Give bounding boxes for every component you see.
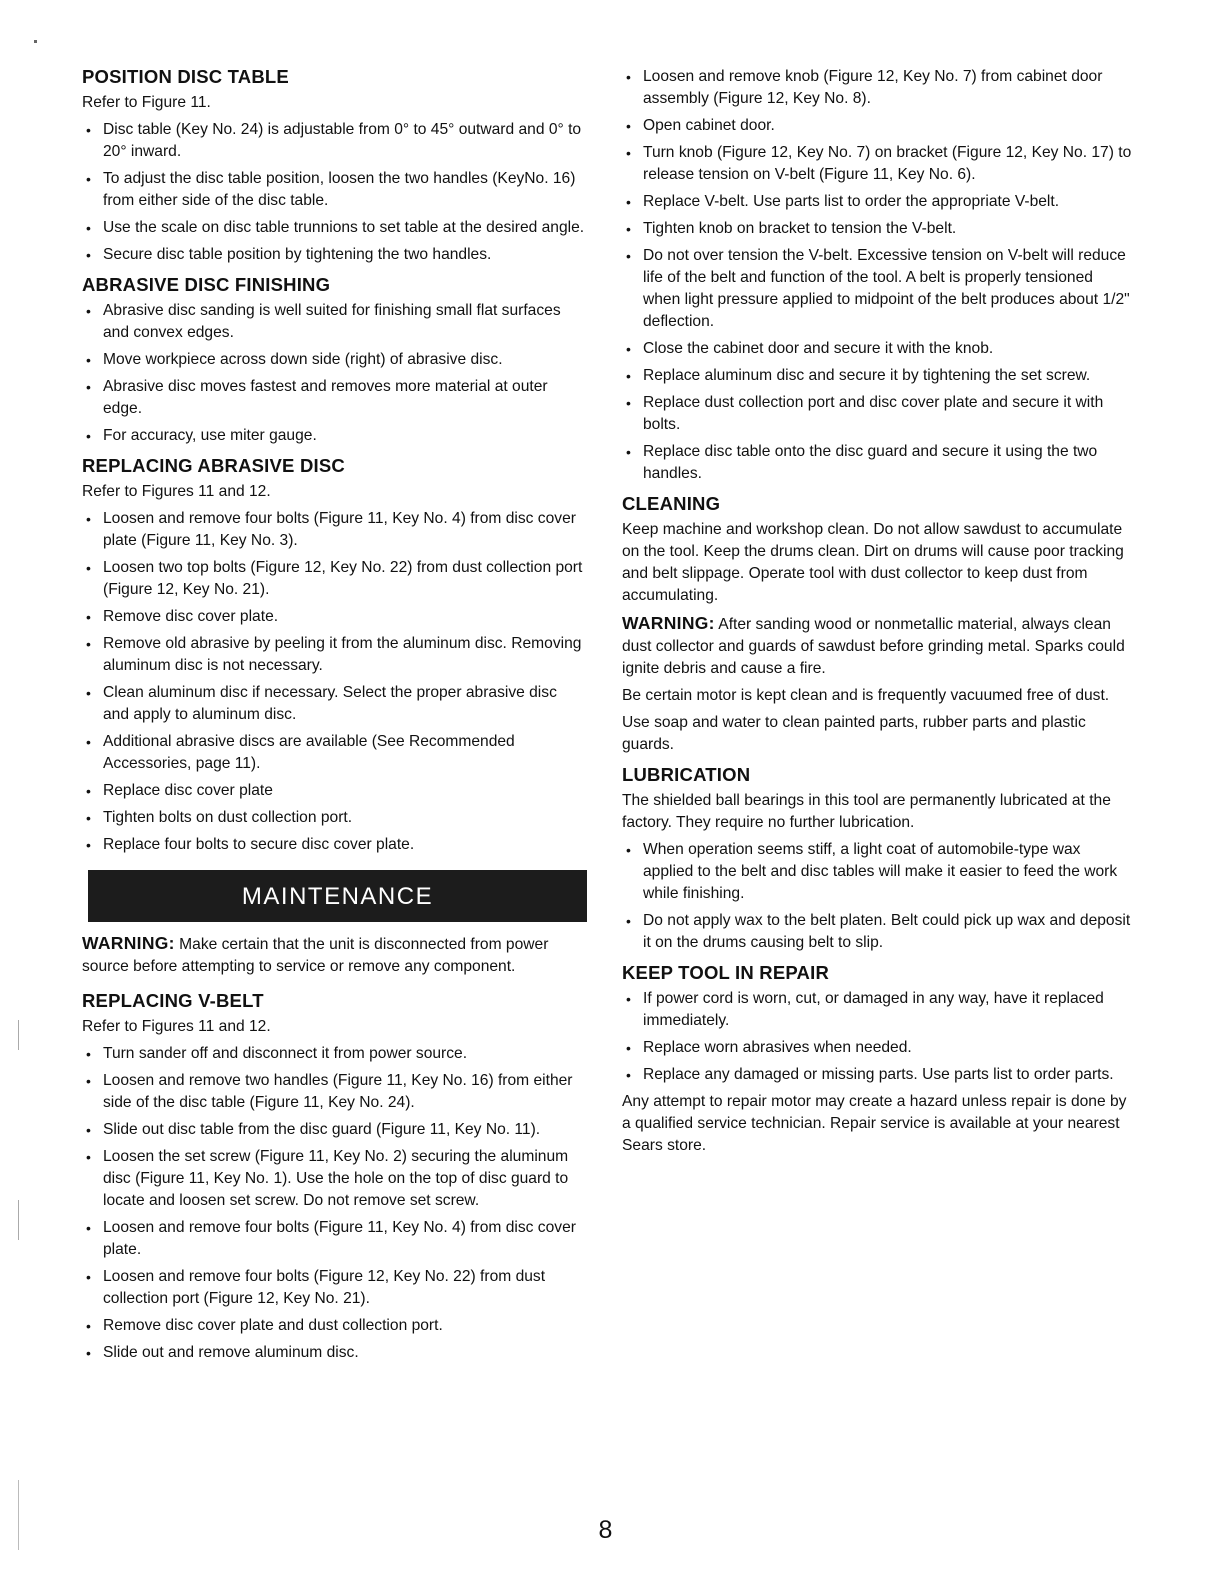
section-replacing-abrasive-disc	[82, 455, 587, 856]
intro-text: Refer to Figure 11.	[82, 94, 211, 111]
list-item: • Turn knob (Figure 12, Key No. 7) on bracket (Figure 12, Key No. 17) to release tension on V-belt (Figure 11, Key No. 6).	[622, 142, 1134, 186]
bullet-list	[82, 300, 587, 447]
list-item: • Loosen and remove knob (Figure 12, Key No. 7) from cabinet door assembly (Figure 12, Key No. 8).	[622, 66, 1134, 110]
section-position-disc-table	[82, 66, 587, 266]
list-item: • Abrasive disc sanding is well suited for finishing small flat surfaces and convex edges.	[82, 300, 587, 344]
list-item: • If power cord is worn, cut, or damaged in any way, have it replaced immediately.	[622, 988, 1134, 1032]
right-column	[622, 66, 1134, 1165]
list-item: • Close the cabinet door and secure it with the knob.	[622, 338, 1134, 360]
maintenance-warning	[82, 932, 587, 978]
list-item: • Clean aluminum disc if necessary. Select the proper abrasive disc and apply to aluminum disc.	[82, 682, 587, 726]
list-item: • Tighten knob on bracket to tension the V-belt.	[622, 218, 1134, 240]
paragraph: Keep machine and workshop clean. Do not allow sawdust to accumulate on the tool. Keep the drums clean. Dirt on drums will cause poor tracking and belt slippage. Operate tool with dust collector to keep dust from accumulating.	[622, 521, 1124, 604]
list-item: • Slide out disc table from the disc guard (Figure 11, Key No. 11).	[82, 1119, 587, 1141]
cleaning-warning	[622, 612, 1134, 680]
section-keep-tool-in-repair	[622, 962, 1134, 1157]
bullet-list	[622, 839, 1134, 954]
list-item: • Loosen two top bolts (Figure 12, Key No. 22) from dust collection port (Figure 12, Key No. 21).	[82, 557, 587, 601]
bullet-list	[82, 1043, 587, 1364]
list-item: • Loosen the set screw (Figure 11, Key No. 2) securing the aluminum disc (Figure 11, Key No. 1). Use the hole on the top of disc guard to locate and loosen set screw. Do not remove set screw.	[82, 1146, 587, 1212]
list-item: • Replace dust collection port and disc cover plate and secure it with bolts.	[622, 392, 1134, 436]
bullet-list	[82, 119, 587, 266]
list-item: • Additional abrasive discs are available (See Recommended Accessories, page 11).	[82, 731, 587, 775]
list-item: • For accuracy, use miter gauge.	[82, 425, 587, 447]
list-item: • Disc table (Key No. 24) is adjustable from 0° to 45° outward and 0° to 20° inward.	[82, 119, 587, 163]
bullet-list	[82, 508, 587, 856]
paragraph: Any attempt to repair motor may create a hazard unless repair is done by a qualified service technician. Repair service is available at your nearest Sears store.	[622, 1093, 1127, 1154]
section-heading: POSITION DISC TABLE	[82, 66, 289, 87]
paragraph: Be certain motor is kept clean and is frequently vacuumed free of dust.	[622, 687, 1110, 704]
list-item: • Replace disc table onto the disc guard and secure it using the two handles.	[622, 441, 1134, 485]
warning-label: WARNING:	[82, 933, 175, 953]
list-item: • Replace aluminum disc and secure it by tightening the set screw.	[622, 365, 1134, 387]
list-item: • Abrasive disc moves fastest and removes more material at outer edge.	[82, 376, 587, 420]
scan-mark	[18, 1200, 19, 1240]
list-item: • When operation seems stiff, a light coat of automobile-type wax applied to the belt and disc tables will make it easier to feed the work while finishing.	[622, 839, 1134, 905]
paragraph: The shielded ball bearings in this tool are permanently lubricated at the factory. They require no further lubrication.	[622, 792, 1111, 831]
section-cleaning	[622, 493, 1134, 756]
list-item: • Move workpiece across down side (right) of abrasive disc.	[82, 349, 587, 371]
list-item: • Loosen and remove four bolts (Figure 11, Key No. 4) from disc cover plate.	[82, 1217, 587, 1261]
list-item: • Do not apply wax to the belt platen. Belt could pick up wax and deposit it on the drums causing belt to slip.	[622, 910, 1134, 954]
list-item: • Loosen and remove four bolts (Figure 12, Key No. 22) from dust collection port (Figure 12, Key No. 21).	[82, 1266, 587, 1310]
warning-text: Make certain that the unit is disconnected from power source before attempting to service or remove any component.	[82, 936, 549, 975]
section-heading: KEEP TOOL IN REPAIR	[622, 962, 830, 983]
list-item: • Remove old abrasive by peeling it from the aluminum disc. Removing aluminum disc is not necessary.	[82, 633, 587, 677]
list-item: • Do not over tension the V-belt. Excessive tension on V-belt will reduce life of the belt and function of the tool. A belt is properly tensioned when light pressure applied to midpoint of the belt produces about 1/2" deflection.	[622, 245, 1134, 333]
list-item: • Replace disc cover plate	[82, 780, 587, 802]
section-heading: REPLACING ABRASIVE DISC	[82, 455, 345, 476]
section-heading: REPLACING V-BELT	[82, 990, 264, 1011]
list-item: • Replace V-belt. Use parts list to order the appropriate V-belt.	[622, 191, 1134, 213]
section-lubrication	[622, 764, 1134, 954]
intro-text: Refer to Figures 11 and 12.	[82, 483, 271, 500]
list-item: • Turn sander off and disconnect it from power source.	[82, 1043, 587, 1065]
section-abrasive-disc-finishing	[82, 274, 587, 447]
section-heading: LUBRICATION	[622, 764, 751, 785]
scan-mark	[18, 1020, 19, 1050]
list-item: • Open cabinet door.	[622, 115, 1134, 137]
scan-mark	[34, 40, 37, 43]
section-heading: CLEANING	[622, 493, 721, 514]
section-replacing-v-belt	[82, 990, 587, 1364]
list-item: • Tighten bolts on dust collection port.	[82, 807, 587, 829]
section-v-belt-continued	[622, 66, 1134, 485]
page-number: 8	[598, 1516, 613, 1544]
section-heading: ABRASIVE DISC FINISHING	[82, 274, 331, 295]
list-item: • Remove disc cover plate.	[82, 606, 587, 628]
warning-text: After sanding wood or nonmetallic material, always clean dust collector and guards of sawdust before grinding metal. Sparks could ignite debris and cause a fire.	[622, 616, 1125, 677]
bullet-list	[622, 988, 1134, 1086]
list-item: • Loosen and remove two handles (Figure 11, Key No. 16) from either side of the disc table (Figure 11, Key No. 24).	[82, 1070, 587, 1114]
list-item: • Slide out and remove aluminum disc.	[82, 1342, 587, 1364]
list-item: • Secure disc table position by tightening the two handles.	[82, 244, 587, 266]
list-item: • Loosen and remove four bolts (Figure 11, Key No. 4) from disc cover plate (Figure 11, Key No. 3).	[82, 508, 587, 552]
list-item: • Replace four bolts to secure disc cover plate.	[82, 834, 587, 856]
intro-text: Refer to Figures 11 and 12.	[82, 1018, 271, 1035]
list-item: • Replace worn abrasives when needed.	[622, 1037, 1134, 1059]
list-item: • Use the scale on disc table trunnions to set table at the desired angle.	[82, 217, 587, 239]
list-item: • Remove disc cover plate and dust collection port.	[82, 1315, 587, 1337]
list-item: • To adjust the disc table position, loosen the two handles (KeyNo. 16) from either side of the disc table.	[82, 168, 587, 212]
maintenance-banner: MAINTENANCE	[88, 870, 587, 922]
bullet-list	[622, 66, 1134, 485]
warning-label: WARNING:	[622, 613, 715, 633]
paragraph: Use soap and water to clean painted parts, rubber parts and plastic guards.	[622, 714, 1086, 753]
left-column	[82, 66, 587, 1372]
list-item: • Replace any damaged or missing parts. Use parts list to order parts.	[622, 1064, 1134, 1086]
